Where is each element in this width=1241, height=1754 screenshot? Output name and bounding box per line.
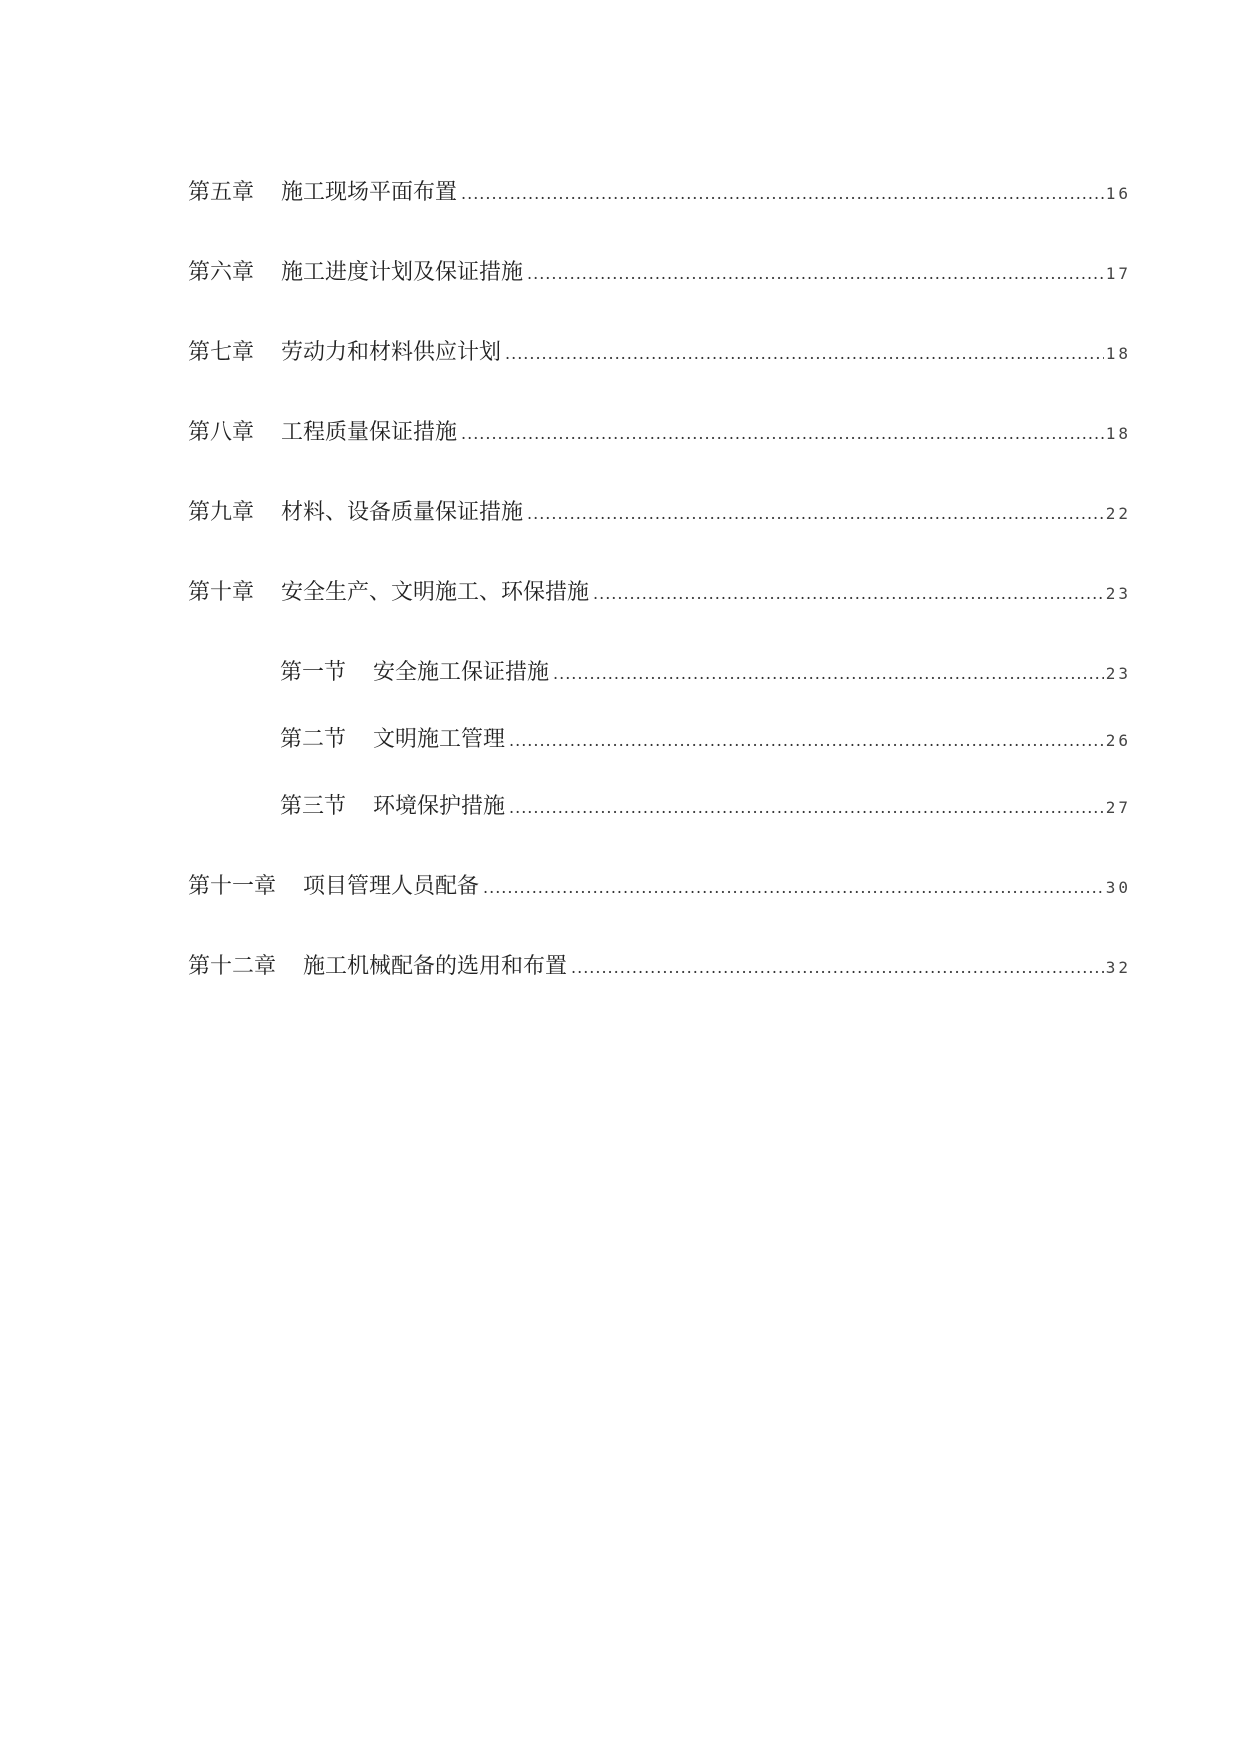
toc-entry-title: 施工现场平面布置 [281, 180, 458, 205]
toc-entry-number: 第五章 [188, 180, 255, 205]
toc-entry-title: 文明施工管理 [373, 727, 506, 752]
toc-entry-page-number: 17 [1105, 264, 1131, 283]
toc-entry-chapter-7[interactable] [188, 338, 1131, 369]
toc-entry-number: 第十一章 [188, 874, 277, 899]
toc-entry-section-1[interactable] [280, 658, 1131, 689]
toc-entry-title: 施工机械配备的选用和布置 [303, 954, 568, 979]
toc-entry-chapter-10[interactable] [188, 578, 1131, 609]
dot-leader [527, 499, 1104, 529]
toc-entry-page-number: 16 [1105, 184, 1131, 203]
toc-entry-number: 第十二章 [188, 954, 277, 979]
toc-entry-page-number: 32 [1105, 958, 1131, 977]
toc-entry-title: 材料、设备质量保证措施 [281, 500, 524, 525]
toc-entry-title: 安全生产、文明施工、环保措施 [281, 580, 590, 605]
dot-leader [509, 793, 1104, 823]
toc-entry-page-number: 26 [1105, 731, 1131, 750]
toc-entry-number: 第六章 [188, 260, 255, 285]
dot-leader [553, 659, 1104, 689]
toc-entry-chapter-12[interactable] [188, 952, 1131, 983]
toc-entry-title: 工程质量保证措施 [281, 420, 458, 445]
toc-entry-number: 第十章 [188, 580, 255, 605]
toc-entry-chapter-5[interactable] [188, 178, 1131, 209]
table-of-contents [188, 178, 1131, 1032]
toc-entry-section-3[interactable] [280, 792, 1131, 823]
dot-leader [527, 259, 1104, 289]
toc-entry-page-number: 23 [1105, 664, 1131, 683]
toc-entry-number: 第二节 [280, 727, 347, 752]
dot-leader [593, 579, 1104, 609]
dot-leader [509, 726, 1104, 756]
toc-entry-page-number: 27 [1105, 798, 1131, 817]
toc-entry-title: 安全施工保证措施 [373, 660, 550, 685]
toc-entry-page-number: 23 [1105, 584, 1131, 603]
toc-entry-number: 第三节 [280, 794, 347, 819]
toc-entry-title: 施工进度计划及保证措施 [281, 260, 524, 285]
toc-entry-chapter-9[interactable] [188, 498, 1131, 529]
toc-entry-chapter-8[interactable] [188, 418, 1131, 449]
dot-leader [505, 339, 1104, 369]
toc-entry-title: 环境保护措施 [373, 794, 506, 819]
toc-entry-page-number: 18 [1105, 424, 1131, 443]
toc-entry-number: 第九章 [188, 500, 255, 525]
toc-entry-section-2[interactable] [280, 725, 1131, 756]
toc-entry-title: 项目管理人员配备 [303, 874, 480, 899]
toc-entry-number: 第一节 [280, 660, 347, 685]
toc-entry-page-number: 18 [1105, 344, 1131, 363]
dot-leader [483, 873, 1104, 903]
dot-leader [571, 953, 1104, 983]
toc-entry-chapter-6[interactable] [188, 258, 1131, 289]
toc-entry-chapter-11[interactable] [188, 872, 1131, 903]
toc-entry-number: 第七章 [188, 340, 255, 365]
dot-leader [461, 179, 1104, 209]
toc-entry-page-number: 22 [1105, 504, 1131, 523]
dot-leader [461, 419, 1104, 449]
toc-entry-number: 第八章 [188, 420, 255, 445]
toc-entry-page-number: 30 [1105, 878, 1131, 897]
toc-entry-title: 劳动力和材料供应计划 [281, 340, 502, 365]
